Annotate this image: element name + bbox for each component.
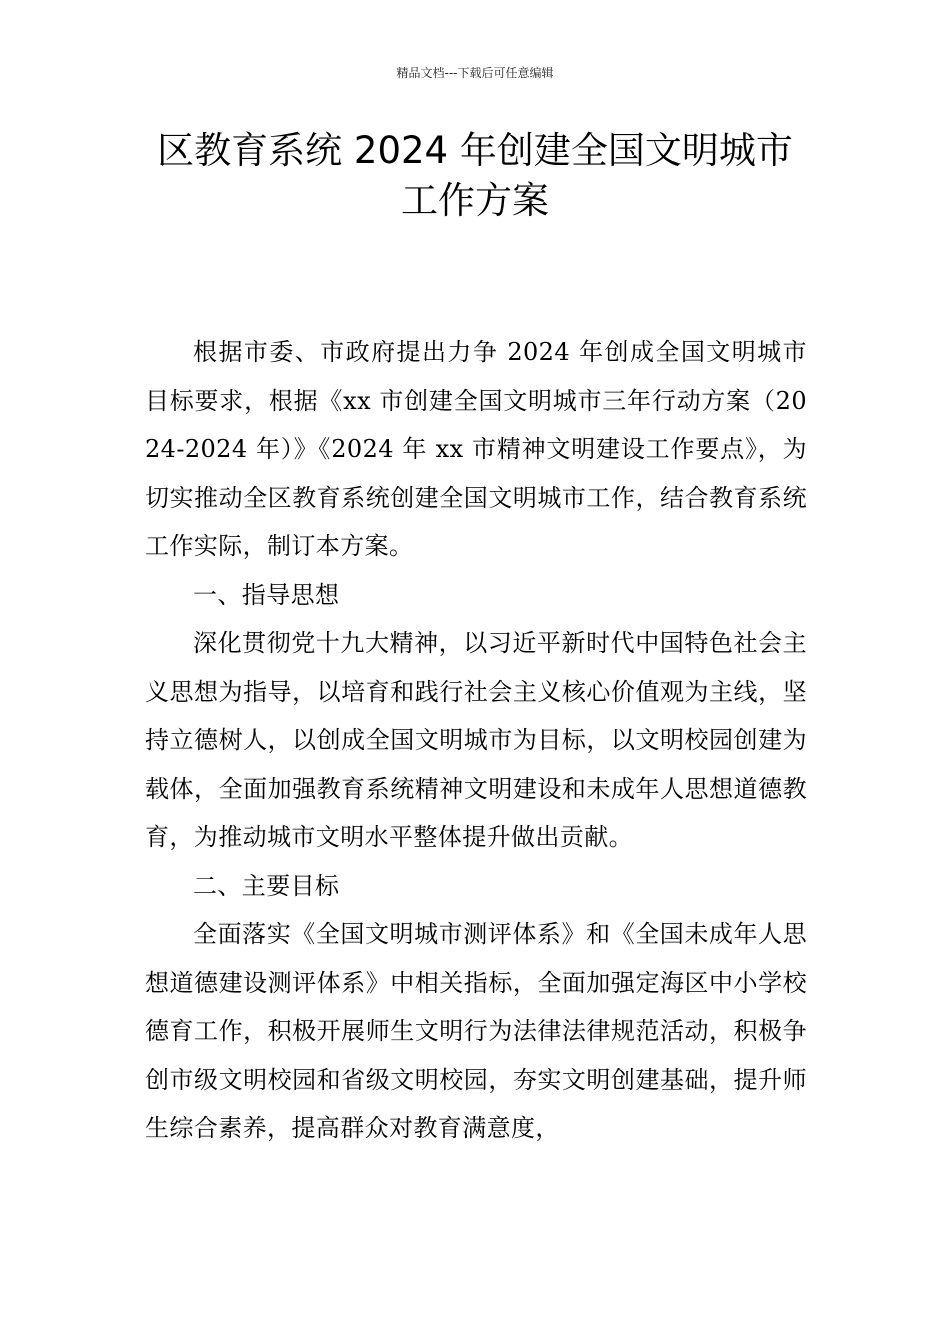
section-heading-main-goals: 二、主要目标: [193, 871, 340, 900]
section-body-guiding-ideology: 深化贯彻党十九大精神，以习近平新时代中国特色社会主义思想为指导，以培育和践行社会主义核心价值观为主线，坚持立德树人，以创成全国文明城市为目标，以文明校园创建为载体，全面加强教育系统精神文明建设和未成年人思想道德教育，为推动城市文明水平整体提升做出贡献。: [145, 629, 807, 851]
intro-paragraph: 根据市委、市政府提出力争 2024 年创成全国文明城市目标要求，根据《xx 市创建全国文明城市三年行动方案（2024-2024 年）》《2024 年 xx 市精神文明建设工作要点》，为切实推动全区教育系统创建全国文明城市工作，结合教育系统工作实际，制订本方案。: [145, 338, 807, 560]
section-heading-guiding-ideology: 一、指导思想: [193, 580, 340, 609]
header-note: 精品文档---下载后可任意编辑: [396, 66, 554, 80]
title-line-1: 区教育系统 2024 年创建全国文明城市: [157, 129, 793, 172]
section-body-main-goals: 全面落实《全国文明城市测评体系》和《全国未成年人思想道德建设测评体系》中相关指标，全面加强定海区中小学校德育工作，积极开展师生文明行为法律法律规范活动，积极争创市级文明校园和省级文明校园，夯实文明创建基础，提升师生综合素养，提高群众对教育满意度，: [145, 920, 807, 1142]
title-line-2: 工作方案: [401, 179, 549, 222]
document-body: [145, 328, 807, 1153]
document-title: [130, 126, 820, 226]
